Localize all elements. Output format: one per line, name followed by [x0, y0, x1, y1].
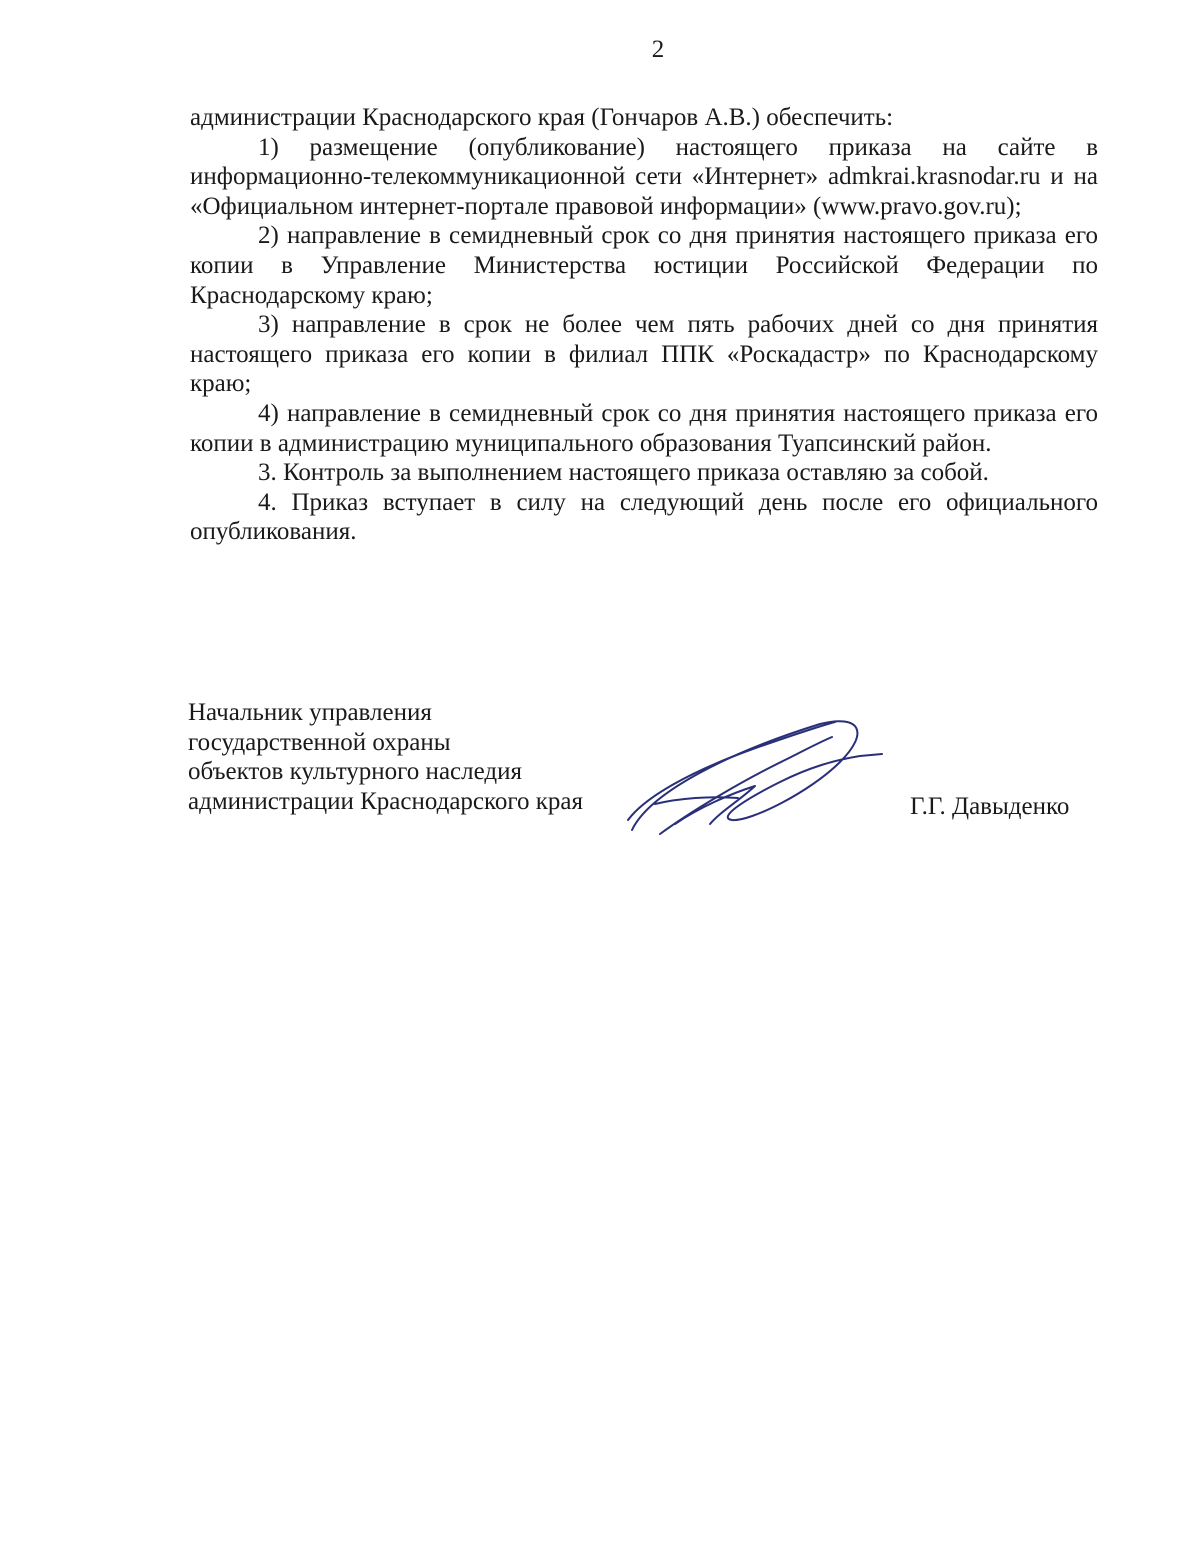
paragraph: 3. Контроль за выполнением настоящего приказа оставляю за собой. — [258, 459, 989, 487]
signer-name: Г.Г. Давыденко — [910, 793, 1070, 820]
position-line: государственной охраны — [188, 728, 451, 756]
position-line: объектов культурного наследия — [188, 758, 522, 785]
paragraph: 4) направление в семидневный срок со дня принятия настоящего приказа его копии в администрацию муниципального образования Туапсинский район. — [190, 399, 1098, 457]
paragraph: 1) размещение (опубликование) настоящего приказа на сайте в информационно-телекоммуникационной сети «Интернет» admkrai.krasnodar.ru и на «Официальном интернет-портале правовой информации» (www.pravo.gov.ru); — [190, 133, 1098, 220]
position-line: Начальник управления — [188, 699, 432, 726]
document-body — [190, 103, 1098, 547]
position-line: администрации Краснодарского края — [188, 787, 584, 815]
paragraph: администрации Краснодарского края (Гончаров А.В.) обеспечить: — [190, 104, 894, 131]
signatory-position — [188, 698, 583, 816]
paragraph: 4. Приказ вступает в силу на следующий день после его официального опубликования. — [190, 488, 1098, 546]
page-number: 2 — [651, 36, 665, 63]
handwritten-signature — [620, 712, 890, 842]
paragraph: 2) направление в семидневный срок со дня принятия настоящего приказа его копии в Управление Министерства юстиции Российской Федерации по Краснодарскому краю; — [190, 222, 1098, 309]
paragraph: 3) направление в срок не более чем пять рабочих дней со дня принятия настоящего приказа его копии в филиал ППК «Роскадастр» по Краснодарскому краю; — [190, 311, 1098, 398]
